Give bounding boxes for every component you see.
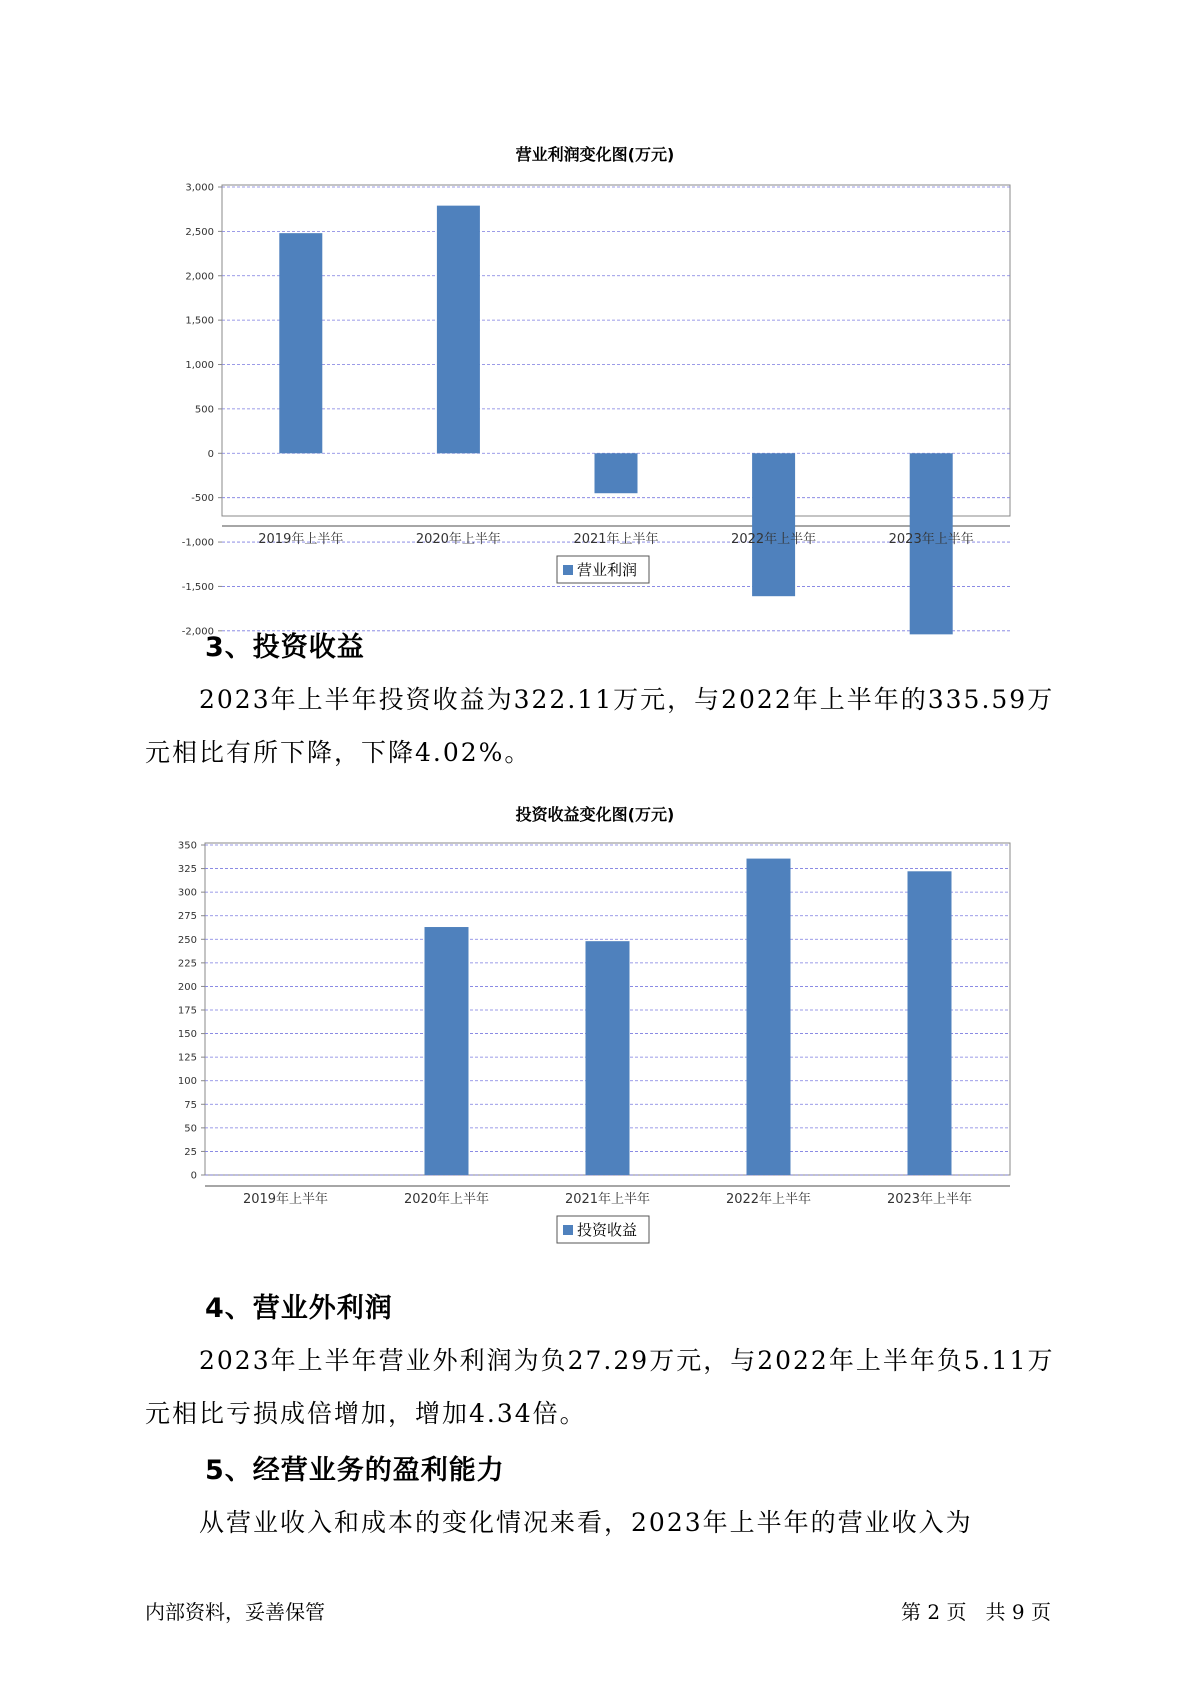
operating-profit-chart-ytick-label: -1,000 xyxy=(181,537,214,549)
operating-profit-chart-ytick-label: 2,000 xyxy=(185,271,214,283)
investment-income-chart-svg xyxy=(0,800,1191,1260)
paragraph-non-operating-profit xyxy=(145,1334,1065,1440)
investment-income-chart-bar xyxy=(747,859,791,1175)
operating-profit-chart-bar xyxy=(279,233,322,453)
paragraph-operating-profitability-text: 从营业收入和成本的变化情况来看，2023年上半年的营业收入为 xyxy=(199,1508,973,1537)
section-heading-operating-profitability: 5、经营业务的盈利能力 xyxy=(205,1455,505,1486)
operating-profit-chart-bar xyxy=(437,206,480,454)
operating-profit-chart-ytick-label: 1,000 xyxy=(185,360,214,372)
investment-income-chart-bar xyxy=(908,871,952,1175)
operating-profit-chart-bar xyxy=(595,453,638,493)
investment-income-chart-ytick-label: 225 xyxy=(177,958,197,970)
investment-income-chart-ytick-label: 125 xyxy=(177,1052,197,1064)
investment-income-chart-ytick-label: 25 xyxy=(184,1146,197,1158)
investment-income-chart-xtick-label: 2023年上半年 xyxy=(886,1192,973,1207)
operating-profit-chart-ytick-label: 2,500 xyxy=(185,226,214,238)
paragraph-investment-income-text: 2023年上半年投资收益为322.11万元，与2022年上半年的335.59万元相比有所下降，下降4.02%。 xyxy=(145,685,1055,767)
investment-income-chart-xtick-label: 2019年上半年 xyxy=(242,1192,329,1207)
investment-income-chart-title: 投资收益变化图(万元) xyxy=(515,805,675,824)
investment-income-chart-xtick-label: 2022年上半年 xyxy=(725,1192,812,1207)
operating-profit-chart-ytick-label: -2,000 xyxy=(181,626,214,638)
investment-income-chart-ytick-label: 150 xyxy=(177,1029,197,1041)
operating-profit-chart-ytick-label: 0 xyxy=(207,448,214,460)
operating-profit-chart-legend-label: 营业利润 xyxy=(577,561,638,579)
investment-income-chart xyxy=(0,800,1191,1260)
investment-income-chart-legend-label: 投资收益 xyxy=(577,1221,638,1239)
investment-income-chart-bar xyxy=(586,941,630,1175)
investment-income-chart-ytick-label: 350 xyxy=(177,840,197,852)
operating-profit-chart-ytick-label: -1,500 xyxy=(181,581,214,593)
investment-income-chart-legend-swatch xyxy=(563,1225,573,1235)
operating-profit-chart-xtick-label: 2022年上半年 xyxy=(731,532,817,547)
investment-income-chart-ytick-label: 275 xyxy=(177,911,197,923)
paragraph-operating-profitability xyxy=(145,1496,1065,1549)
operating-profit-chart-bar xyxy=(752,453,795,596)
operating-profit-chart-xtick-label: 2020年上半年 xyxy=(415,532,501,547)
section-heading-investment-income: 3、投资收益 xyxy=(205,632,365,663)
investment-income-chart-ytick-label: 325 xyxy=(177,864,197,876)
investment-income-chart-xtick-label: 2020年上半年 xyxy=(403,1192,490,1207)
operating-profit-chart-ytick-label: 500 xyxy=(194,404,214,416)
paragraph-non-operating-profit-text: 2023年上半年营业外利润为负27.29万元，与2022年上半年负5.11万元相比亏损成倍增加，增加4.34倍。 xyxy=(145,1346,1055,1428)
investment-income-chart-ytick-label: 0 xyxy=(190,1170,197,1182)
operating-profit-chart-ytick-label: 3,000 xyxy=(185,182,214,194)
investment-income-chart-ytick-label: 175 xyxy=(177,1005,197,1017)
operating-profit-chart xyxy=(0,140,1191,638)
investment-income-chart-ytick-label: 250 xyxy=(177,934,197,946)
operating-profit-chart-ytick-label: 1,500 xyxy=(185,315,214,327)
paragraph-investment-income xyxy=(145,673,1065,779)
investment-income-chart-ytick-label: 50 xyxy=(184,1123,197,1135)
investment-income-chart-ytick-label: 200 xyxy=(177,981,197,993)
investment-income-chart-xtick-label: 2021年上半年 xyxy=(564,1192,651,1207)
section-heading-non-operating-profit: 4、营业外利润 xyxy=(205,1293,393,1324)
investment-income-chart-ytick-label: 75 xyxy=(184,1099,197,1111)
operating-profit-chart-svg xyxy=(0,140,1191,638)
footer-confidential-note: 内部资料，妥善保管 xyxy=(145,1600,325,1624)
operating-profit-chart-xtick-label: 2021年上半年 xyxy=(573,532,659,547)
operating-profit-chart-legend-swatch xyxy=(563,565,573,575)
operating-profit-chart-ytick-label: -500 xyxy=(191,493,214,505)
investment-income-chart-ytick-label: 100 xyxy=(177,1076,197,1088)
investment-income-chart-bar xyxy=(425,927,469,1175)
footer-page-number: 第 2 页 共 9 页 xyxy=(901,1600,1051,1624)
operating-profit-chart-xtick-label: 2019年上半年 xyxy=(258,532,344,547)
operating-profit-chart-xtick-label: 2023年上半年 xyxy=(888,532,974,547)
investment-income-chart-ytick-label: 300 xyxy=(177,887,197,899)
operating-profit-chart-title: 营业利润变化图(万元) xyxy=(515,145,675,164)
